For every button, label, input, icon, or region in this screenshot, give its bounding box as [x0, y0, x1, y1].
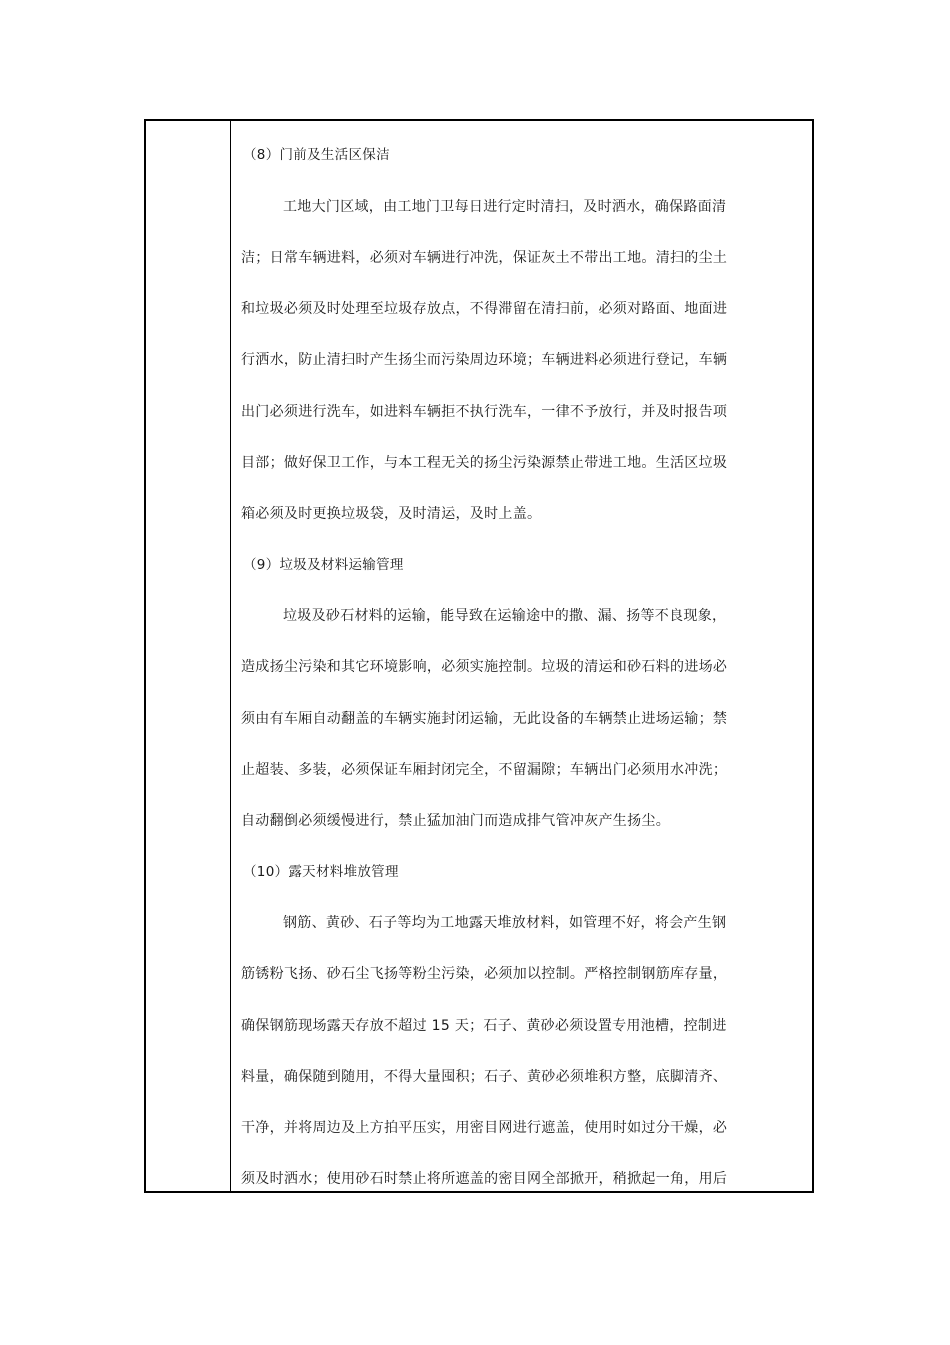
paragraph-line: 和垃圾必须及时处理至垃圾存放点，不得滞留在清扫前，必须对路面、地面进	[241, 301, 728, 317]
paragraph-line: 行洒水，防止清扫时产生扬尘而污染周边环境；车辆进料必须进行登记，车辆	[241, 352, 728, 368]
paragraph-line: 目部；做好保卫工作，与本工程无关的扬尘污染源禁止带进工地。生活区垃圾	[241, 455, 728, 471]
paragraph-line: 工地大门区域，由工地门卫每日进行定时清扫，及时洒水，确保路面清	[283, 199, 727, 215]
paragraph-line: 干净，并将周边及上方拍平压实，用密目网进行遮盖，使用时如过分干燥，必	[241, 1120, 728, 1136]
paragraph-line: 垃圾及砂石材料的运输，能导致在运输途中的撒、漏、扬等不良现象，	[283, 608, 727, 624]
paragraph-line: 钢筋、黄砂、石子等均为工地露天堆放材料，如管理不好，将会产生钢	[283, 915, 727, 931]
paragraph-line: 造成扬尘污染和其它环境影响，必须实施控制。垃圾的清运和砂石料的进场必	[241, 659, 728, 675]
document-table	[144, 119, 814, 1193]
paragraph-line: 自动翻倒必须缓慢进行，禁止猛加油门而造成排气管冲灰产生扬尘。	[241, 813, 670, 829]
section-heading: （9）垃圾及材料运输管理	[243, 557, 404, 573]
paragraph-line: 须及时洒水；使用砂石时禁止将所遮盖的密目网全部掀开，稍掀起一角，用后	[241, 1171, 728, 1187]
paragraph-line: 洁；日常车辆进料，必须对车辆进行冲洗，保证灰土不带出工地。清扫的尘土	[241, 250, 728, 266]
section-heading: （10）露天材料堆放管理	[243, 864, 399, 880]
paragraph-line: 料量，确保随到随用，不得大量囤积；石子、黄砂必须堆积方整，底脚清齐、	[241, 1069, 728, 1085]
table-content-column	[232, 121, 812, 1191]
paragraph-line: 须由有车厢自动翻盖的车辆实施封闭运输，无此设备的车辆禁止进场运输；禁	[241, 711, 728, 727]
paragraph-line: 确保钢筋现场露天存放不超过 15 天；石子、黄砂必须设置专用池槽，控制进	[241, 1018, 727, 1034]
paragraph-line: 止超装、多装，必须保证车厢封闭完全，不留漏隙；车辆出门必须用水冲洗；	[241, 762, 728, 778]
paragraph-line: 筋锈粉飞扬、砂石尘飞扬等粉尘污染，必须加以控制。严格控制钢筋库存量，	[241, 966, 728, 982]
paragraph-line: 箱必须及时更换垃圾袋，及时清运，及时上盖。	[241, 506, 542, 522]
section-heading: （8）门前及生活区保洁	[243, 147, 390, 163]
table-left-column	[146, 121, 231, 1191]
paragraph-line: 出门必须进行洗车，如进料车辆拒不执行洗车，一律不予放行，并及时报告项	[241, 404, 728, 420]
